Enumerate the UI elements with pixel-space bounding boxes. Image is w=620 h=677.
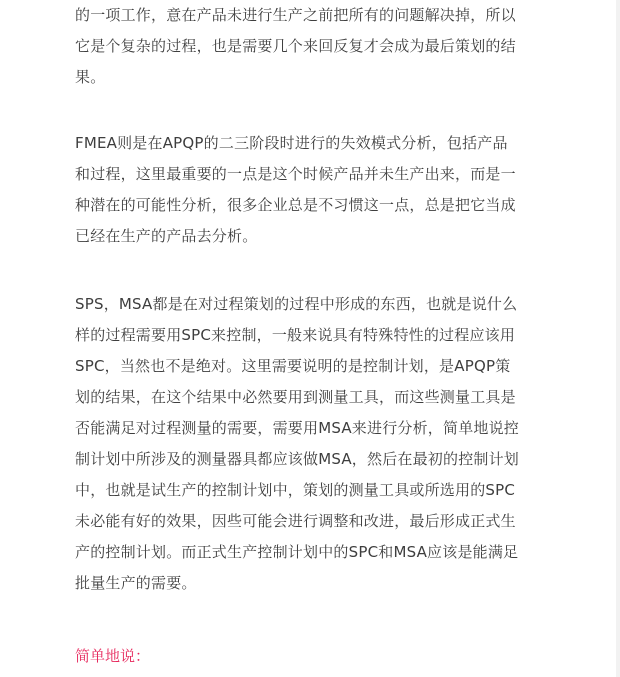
paragraph-1	[75, 0, 550, 93]
text-line: 种潜在的可能性分析，很多企业总是不习惯这一点，总是把它当成	[75, 196, 516, 214]
text-line: 果。	[75, 68, 106, 86]
text-line: 样的过程需要用SPC来控制，一般来说具有特殊特性的过程应该用	[75, 326, 516, 344]
text-line: 和过程，这里最重要的一点是这个时候产品并未生产出来，而是一	[75, 165, 516, 183]
text-line: 它是个复杂的过程，也是需要几个来回反复才会成为最后策划的结	[75, 37, 516, 55]
paragraph-3	[75, 289, 550, 599]
text-line: SPC，当然也不是绝对。这里需要说明的是控制计划，是APQP策	[75, 357, 511, 375]
text-line: 未必能有好的效果，因些可能会进行调整和改进，最后形成正式生	[75, 512, 516, 530]
text-line: 产的控制计划。而正式生产控制计划中的SPC和MSA应该是能满足	[75, 543, 519, 561]
text-line: 已经在生产的产品去分析。	[75, 227, 258, 245]
text-line: 否能满足对过程测量的需要，需要用MSA来进行分析，简单地说控	[75, 419, 520, 437]
text-line: 中，也就是试生产的控制计划中，策划的测量工具或所选用的SPC	[75, 481, 516, 499]
text-line: 的一项工作，意在产品未进行生产之前把所有的问题解决掉，所以	[75, 6, 516, 24]
text-line: 制计划中所涉及的测量器具都应该做MSA，然后在最初的控制计划	[75, 450, 520, 468]
page-edge-divider	[616, 0, 620, 677]
text-line: 划的结果，在这个结果中必然要用到测量工具，而这些测量工具是	[75, 388, 516, 406]
paragraph-2	[75, 128, 550, 252]
text-line: FMEA则是在APQP的二三阶段时进行的失效模式分析，包括产品	[75, 134, 508, 152]
text-line: SPS，MSA都是在对过程策划的过程中形成的东西，也就是说什么	[75, 295, 518, 313]
summary-heading: 简单地说：	[75, 647, 151, 665]
text-line: 批量生产的需要。	[75, 574, 197, 592]
